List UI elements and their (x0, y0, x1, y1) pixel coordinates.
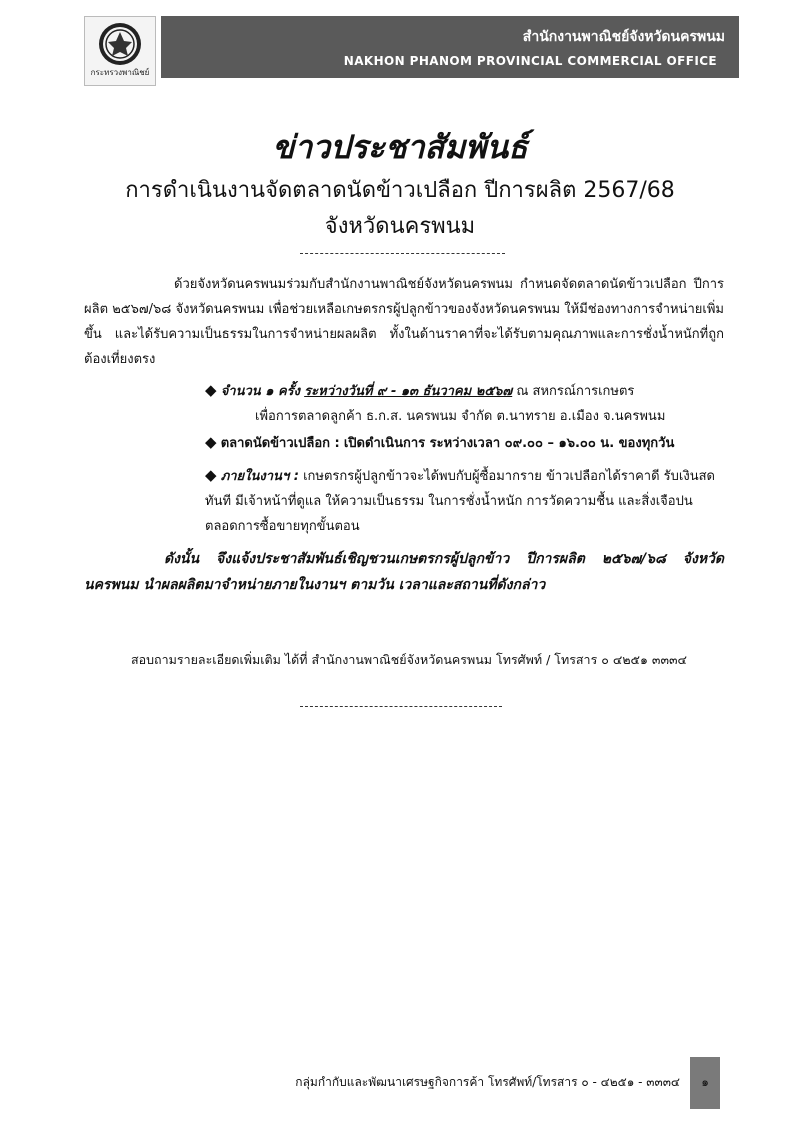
divider-bottom (300, 706, 502, 707)
bullet-inside-text: เกษตรกรผู้ปลูกข้าวจะได้พบกับผู้ซื้อมากราย ข้าวเปลือกได้ราคาดี รับเงินสดทันที มีเจ้าหน้าที่ดูแล ให้ความเป็นธรรม ในการชั่งน้ำหนัก การวัดความชื้น และสิ่งเจือปนตลอดการซื้อขายทุกขั้นตอน (205, 469, 715, 534)
closing-paragraph: ดังนั้น จึงแจ้งประชาสัมพันธ์เชิญชวนเกษตรกรผู้ปลูกข้าว ปีการผลิต ๒๕๖๗/๖๘ จังหวัดนครพนม นำผลผลิตมาจำหน่ายภายในงานฯ ตามวัน เวลาและสถานที่ดังกล่าว (84, 551, 724, 593)
diamond-bullet-icon: ◆ (205, 381, 217, 399)
bullet-schedule-label: จำนวน ๑ ครั้ง (220, 384, 301, 399)
intro-paragraph: ด้วยจังหวัดนครพนมร่วมกับสำนักงานพาณิชย์จังหวัดนครพนม กำหนดจัดตลาดนัดข้าวเปลือก ปีการผลิต ๒๕๖๗/๖๘ จังหวัดนครพนม เพื่อช่วยเหลือเกษตรกรผู้ปลูกข้าวของจังหวัดนครพนม ให้มีช่องทางการจำหน่ายเพิ่มขึ้น และได้รับความเป็นธรรมในการจำหน่ายผลผลิต ทั้งในด้านราคาที่จะได้รับตามคุณภาพและการชั่งน้ำหนักที่ถูกต้องเที่ยงตรง (84, 277, 724, 367)
bullet-inside-label: ภายในงานฯ : (220, 469, 299, 484)
page-title: ข่าวประชาสัมพันธ์ (272, 128, 528, 166)
page-number: ๑ (701, 1075, 709, 1089)
bullet-market-label: ตลาดนัดข้าวเปลือก : (220, 436, 340, 451)
footer-text: กลุ่มกำกับและพัฒนาเศรษฐกิจการค้า โทรศัพท์/โทรสาร ๐ - ๔๒๕๑ - ๓๓๓๔ (295, 1075, 680, 1089)
contact-info: สอบถามรายละเอียดเพิ่มเติม ได้ที่ สำนักงานพาณิชย์จังหวัดนครพนม โทรศัพท์ / โทรสาร ๐ ๔๒๕๑ ๓๓๓๔ (130, 652, 688, 667)
diamond-bullet-icon: ◆ (205, 466, 217, 484)
office-name-english: NAKHON PHANOM PROVINCIAL COMMERCIAL OFFICE (343, 54, 717, 68)
bullet-schedule-venue: เพื่อการตลาดลูกค้า ธ.ก.ส. นครพนม จำกัด ต.นาทราย อ.เมือง จ.นครพนม (255, 409, 666, 424)
bullet-market-text: เปิดดำเนินการ ระหว่างเวลา ๐๙.๐๐ – ๑๖.๐๐ น. ของทุกวัน (343, 436, 675, 451)
divider-top (300, 253, 505, 254)
bullet-schedule-text: ณ สหกรณ์การเกษตร (516, 384, 635, 399)
seal-caption: กระทรวงพาณิชย์ (90, 68, 150, 77)
bullet-schedule (205, 378, 725, 429)
bullet-inside-event (205, 463, 725, 539)
page-number-box (690, 1057, 720, 1109)
bullet-market (205, 430, 725, 456)
header-band (161, 16, 739, 78)
office-name-thai: สำนักงานพาณิชย์จังหวัดนครพนม (522, 29, 725, 45)
ministry-seal (84, 16, 156, 86)
bullet-schedule-date: ระหว่างวันที่ ๙ - ๑๓ ธันวาคม ๒๕๖๗ (304, 384, 513, 399)
diamond-bullet-icon: ◆ (205, 433, 217, 451)
subtitle-line-1: การดำเนินงานจัดตลาดนัดข้าวเปลือก ปีการผลิต 2567/68 (125, 178, 675, 203)
seal-emblem-icon (97, 21, 143, 67)
subtitle-line-2: จังหวัดนครพนม (324, 214, 476, 239)
